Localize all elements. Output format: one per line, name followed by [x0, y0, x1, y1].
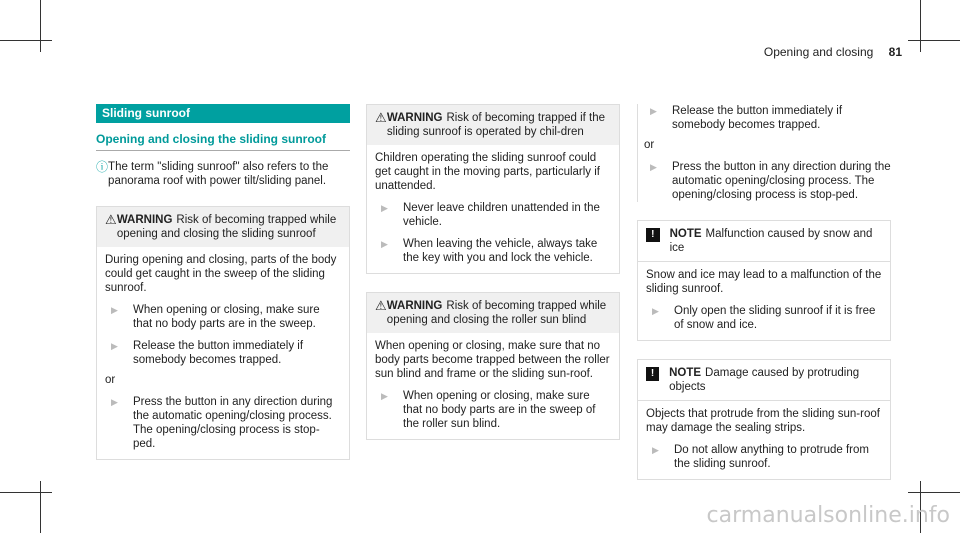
notice-label: NOTE — [669, 367, 702, 379]
warning-body — [367, 333, 619, 439]
warning-header — [367, 105, 619, 145]
column-1 — [96, 104, 350, 460]
arrow-icon: ▶ — [111, 397, 118, 407]
list-item — [105, 303, 341, 331]
step-text: Press the button in any direction during the automatic opening/closing process. The opening/closing process is stop-ped. — [133, 396, 333, 450]
arrow-icon: ▶ — [652, 306, 659, 316]
warning-title: Risk of becoming trapped while opening and closing the sliding sunroof — [116, 214, 337, 240]
header-title: Opening and closing — [763, 45, 874, 59]
warning-box — [366, 104, 620, 274]
column-2 — [366, 104, 620, 440]
step-text: When opening or closing, make sure that no body parts are in the sweep of the roller sun blind. — [403, 390, 596, 430]
notice-header — [638, 221, 890, 261]
arrow-icon: ▶ — [111, 341, 118, 351]
notice-box — [637, 220, 891, 341]
crop-mark — [920, 0, 921, 52]
note-text: The term "sliding sunroof" also refers to the panorama roof with power tilt/sliding panel. — [108, 161, 329, 187]
warning-text: When opening or closing, make sure that no body parts become trapped between the roller sun blind and frame or the sliding sun-roof. — [375, 340, 610, 380]
list-item — [644, 160, 891, 202]
list-item — [375, 237, 611, 265]
steps-continuation — [637, 104, 891, 202]
step-text: When leaving the vehicle, always take the key with you and lock the vehicle. — [403, 238, 598, 264]
step-text: Release the button immediately if somebody becomes trapped. — [672, 105, 843, 131]
page-number: 81 — [888, 45, 902, 59]
warning-body — [97, 247, 349, 459]
arrow-icon: ▶ — [111, 305, 118, 315]
notice-text: Objects that protrude from the sliding sun-roof may damage the sealing strips. — [646, 408, 880, 434]
subheading: Opening and closing the sliding sunroof — [96, 132, 350, 151]
arrow-icon: ▶ — [652, 445, 659, 455]
list-item — [644, 104, 891, 132]
notice-label: NOTE — [669, 228, 702, 240]
notice-title: Damage caused by protruding objects — [669, 367, 860, 393]
arrow-icon: ▶ — [650, 162, 657, 172]
notice-header — [638, 360, 890, 400]
step-text: Only open the sliding sunroof if it is free of snow and ice. — [674, 305, 876, 331]
warning-triangle-icon: ⚠ — [105, 212, 117, 227]
step-text: When opening or closing, make sure that no body parts are in the sweep. — [133, 304, 320, 330]
warning-triangle-icon: ⚠ — [375, 110, 387, 125]
warning-header — [97, 207, 349, 247]
warning-text: During opening and closing, parts of the body could get caught in the sweep of the sliding sunroof. — [105, 254, 337, 294]
or-text: or — [644, 139, 655, 151]
info-icon: ⓘ — [96, 160, 109, 174]
note — [96, 160, 350, 188]
section-title: Sliding sunroof — [96, 104, 350, 123]
warning-label: WARNING — [116, 214, 173, 226]
notice-box — [637, 359, 891, 480]
crop-mark — [0, 40, 52, 41]
crop-mark — [908, 40, 960, 41]
page-header — [764, 45, 902, 59]
list-item — [375, 201, 611, 229]
crop-mark — [908, 492, 960, 493]
warning-header — [367, 293, 619, 333]
warning-body — [367, 145, 619, 273]
step-text: Do not allow anything to protrude from the sliding sunroof. — [674, 444, 869, 470]
exclamation-icon: ! — [646, 228, 660, 242]
list-item — [646, 443, 882, 471]
step-text: Never leave children unattended in the vehicle. — [403, 202, 600, 228]
crop-mark — [40, 481, 41, 533]
warning-title: Risk of becoming trapped if the sliding sunroof is operated by chil-dren — [386, 112, 606, 138]
crop-mark — [0, 492, 52, 493]
warning-box — [96, 206, 350, 460]
notice-text: Snow and ice may lead to a malfunction of the sliding sunroof. — [646, 269, 882, 295]
column-3 — [637, 104, 891, 480]
arrow-icon: ▶ — [650, 106, 657, 116]
step-text: Release the button immediately if somebody becomes trapped. — [133, 340, 304, 366]
warning-box — [366, 292, 620, 440]
notice-title: Malfunction caused by snow and ice — [669, 228, 873, 254]
warning-title: Risk of becoming trapped while opening and closing the roller sun blind — [386, 300, 607, 326]
warning-triangle-icon: ⚠ — [375, 298, 387, 313]
exclamation-icon: ! — [646, 367, 659, 381]
arrow-icon: ▶ — [381, 203, 388, 213]
warning-label: WARNING — [386, 300, 443, 312]
or-text: or — [105, 374, 116, 386]
warning-text: Children operating the sliding sunroof could get caught in the moving parts, particularly if unattended. — [375, 152, 601, 192]
list-item — [105, 395, 341, 451]
list-item — [105, 339, 341, 367]
step-text: Press the button in any direction during the automatic opening/closing process. The opening/closing process is stop-ped. — [672, 161, 891, 201]
arrow-icon: ▶ — [381, 391, 388, 401]
notice-body — [638, 261, 890, 340]
list-item — [375, 389, 611, 431]
notice-body — [638, 400, 890, 479]
watermark: carmanualsonline.info — [706, 503, 950, 528]
warning-label: WARNING — [386, 112, 443, 124]
crop-mark — [40, 0, 41, 52]
arrow-icon: ▶ — [381, 239, 388, 249]
list-item — [646, 304, 882, 332]
